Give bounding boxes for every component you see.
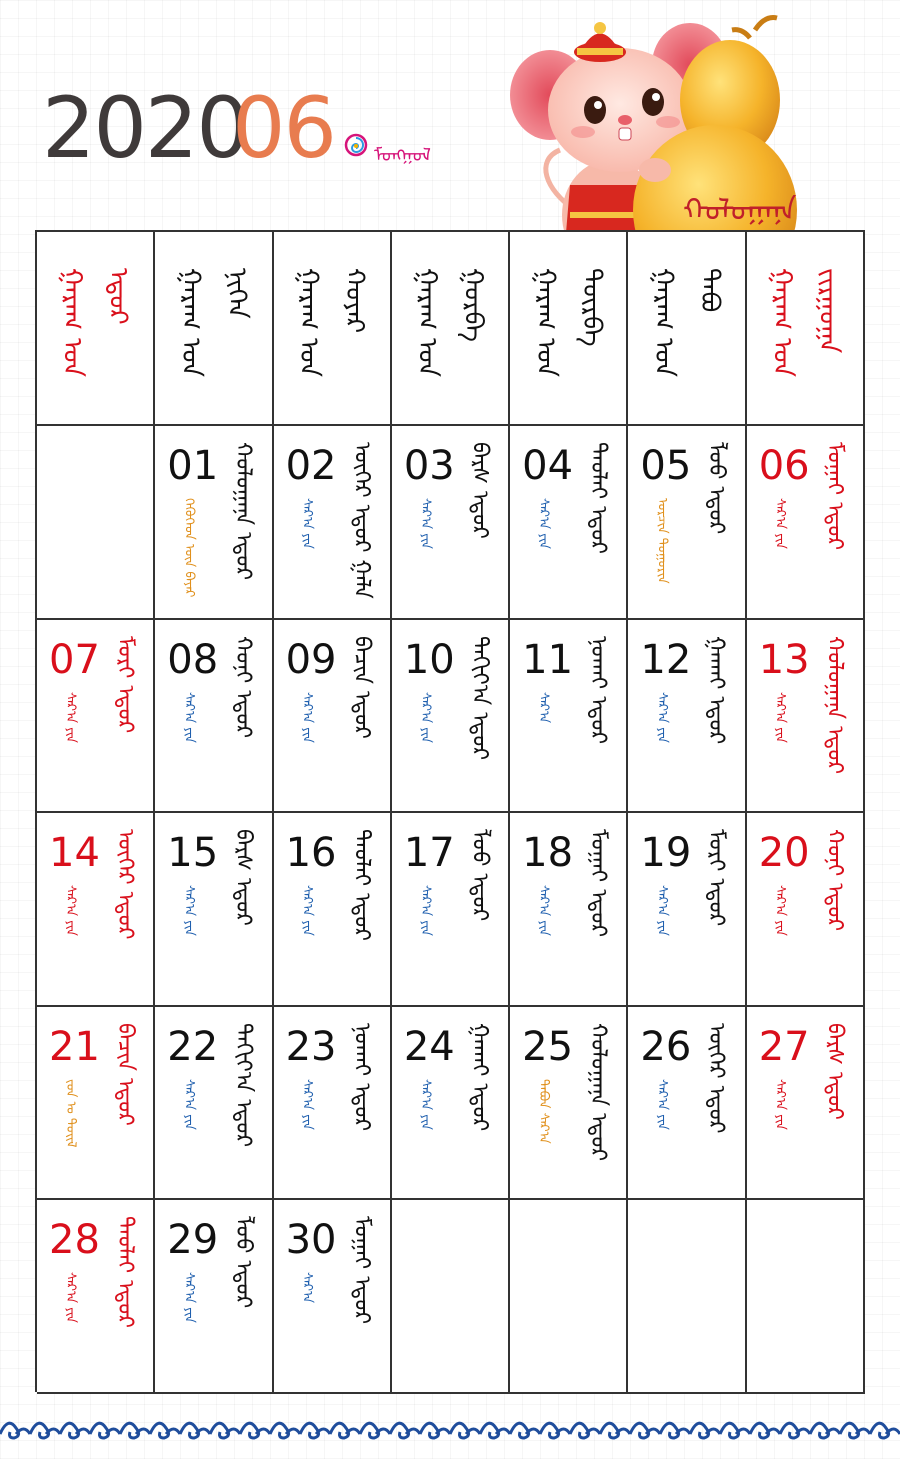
cloud-motif — [90, 1423, 120, 1438]
day-cell[interactable] — [747, 426, 865, 620]
day-script-main: ᠮᠣᠭᠠᠢ ᠡᠳᠦᠷ — [348, 1216, 374, 1325]
cloud-motif — [450, 1423, 480, 1438]
day-cell[interactable] — [274, 426, 392, 620]
day-script-main: ᠪᠡᠴᠢᠨ ᠡᠳᠦᠷ — [112, 1022, 138, 1126]
day-cell[interactable] — [628, 620, 746, 814]
day-cell[interactable] — [274, 1007, 392, 1201]
day-script-main: ᠲᠠᠤᠯᠠᠢ ᠡᠳᠦᠷ — [585, 442, 611, 555]
day-script-main: ᠮᠣᠭᠠᠢ ᠡᠳᠦᠷ — [585, 829, 611, 938]
day-script-main: ᠬᠣᠨᠢ ᠡᠳᠦᠷ — [230, 635, 256, 738]
day-script-note: ᠰᠠᠷ᠎ᠠ — [536, 691, 552, 723]
day-number: 27 — [758, 1023, 810, 1070]
weekday-header — [628, 232, 746, 426]
day-cell[interactable] — [155, 1007, 273, 1201]
cloud-motif — [600, 1423, 630, 1438]
cloud-motif — [210, 1423, 240, 1438]
day-cell[interactable] — [37, 1200, 155, 1394]
day-number: 22 — [167, 1023, 219, 1070]
day-script-main: ᠮᠣᠭᠠᠢ ᠡᠳᠦᠷ — [821, 442, 847, 551]
weekday-label: ᠭᠠᠷᠠᠭ ᠤᠨ ᠲᠠᠪᠤ — [648, 268, 725, 377]
day-script-main: ᠯᠤᠤ ᠡᠳᠦᠷ — [703, 442, 729, 535]
day-cell[interactable] — [274, 620, 392, 814]
day-script-note: ᠰᠠᠷ᠎ᠠ ᠶᠢᠨ — [181, 1078, 197, 1130]
day-cell[interactable] — [392, 813, 510, 1007]
day-cell[interactable] — [37, 1007, 155, 1201]
day-cell[interactable] — [747, 620, 865, 814]
day-number: 01 — [167, 443, 219, 489]
weekday-label: ᠭᠠᠷᠠᠭ ᠤᠨ ᠭᠤᠷᠪᠠ — [411, 268, 488, 377]
day-cell — [392, 1200, 510, 1394]
day-script-main: ᠪᠡᠴᠢᠨ ᠡᠳᠦᠷ — [348, 635, 374, 739]
weekday-header — [155, 232, 273, 426]
cloud-motif — [420, 1423, 450, 1438]
day-cell[interactable] — [37, 813, 155, 1007]
day-cell — [37, 426, 155, 620]
day-cell[interactable] — [510, 813, 628, 1007]
day-cell — [747, 1200, 865, 1394]
day-script-note: ᠰᠠᠷ᠎ᠠ ᠶᠢᠨ — [417, 498, 433, 549]
cloud-motif — [300, 1423, 330, 1438]
day-number: 13 — [758, 636, 810, 683]
day-number: 28 — [49, 1217, 100, 1264]
day-number: 09 — [285, 636, 337, 683]
weekday-header — [747, 232, 865, 426]
cloud-motif — [750, 1423, 780, 1438]
cloud-motif — [840, 1423, 870, 1438]
day-script-note: ᠰᠠᠷ᠎ᠠ ᠶᠢᠨ — [181, 1272, 197, 1324]
day-number: 07 — [49, 636, 100, 683]
day-script-note: ᠰᠠᠷ᠎ᠠ ᠶᠢᠨ — [299, 498, 315, 549]
day-script-main: ᠲᠠᠬᠢᠶ᠎ᠠ ᠡᠳᠦᠷ — [230, 1022, 256, 1147]
day-script-note: ᠰᠠᠷ᠎ᠠ ᠶᠢᠨ — [299, 1078, 315, 1130]
day-script-main: ᠭᠠᠬᠠᠢ ᠡᠳᠦᠷ — [703, 635, 729, 744]
day-script-main: ᠲᠠᠤᠯᠠᠢ ᠡᠳᠦᠷ — [348, 829, 374, 942]
calendar-month: 06 — [232, 79, 335, 177]
day-cell[interactable] — [510, 1007, 628, 1201]
calendar-grid — [35, 230, 865, 1392]
day-cell — [628, 1200, 746, 1394]
day-script-note: ᠵᠤᠨ ᠤ ᠲᠤᠢᠯ — [63, 1078, 78, 1148]
day-cell[interactable] — [155, 426, 273, 620]
day-script-note: ᠰᠠᠷ᠎ᠠ ᠶᠢᠨ — [772, 885, 788, 937]
day-number: 02 — [285, 443, 337, 489]
brand-script: ᠮᠣᠩᠭᠣᠯ — [374, 145, 431, 166]
cloud-motif — [540, 1423, 570, 1438]
cloud-motif — [510, 1423, 540, 1438]
weekday-header — [510, 232, 628, 426]
cloud-motif — [240, 1423, 270, 1438]
day-script-note: ᠲᠠᠪᠤᠨ ᠰᠠᠷ᠎ᠠ — [536, 1078, 552, 1144]
gourd-script: ᠬᠤᠯᠤᠭᠠᠨᠠ — [683, 193, 797, 228]
day-cell[interactable] — [155, 1200, 273, 1394]
day-script-main: ᠬᠤᠯᠤᠭᠠᠨᠠ ᠡᠳᠦᠷ — [230, 442, 256, 581]
day-script-note: ᠰᠠᠷ᠎ᠠ ᠶᠢᠨ — [63, 885, 78, 937]
day-cell[interactable] — [274, 1200, 392, 1394]
day-cell[interactable] — [392, 1007, 510, 1201]
day-script-note: ᠰᠠᠷ᠎ᠠ ᠶᠢᠨ — [654, 885, 670, 937]
day-number: 29 — [167, 1217, 219, 1264]
day-cell[interactable] — [628, 426, 746, 620]
cloud-motif — [390, 1423, 420, 1438]
day-script-main: ᠪᠠᠷᠰ ᠡᠳᠦᠷ — [230, 829, 256, 927]
cloud-motif — [810, 1423, 840, 1438]
day-script-main: ᠨᠣᠬᠠᠢ ᠡᠳᠦᠷ — [585, 635, 611, 744]
day-script-note: ᠰᠠᠷ᠎ᠠ ᠶᠢᠨ — [772, 498, 788, 549]
day-number: 05 — [640, 443, 692, 489]
day-cell[interactable] — [155, 620, 273, 814]
cloud-pattern-border — [0, 1412, 900, 1440]
day-number: 26 — [640, 1023, 692, 1070]
day-script-main: ᠲᠠᠤᠯᠠᠢ ᠡᠳᠦᠷ — [112, 1216, 138, 1329]
weekday-label: ᠭᠠᠷᠠᠭ ᠤᠨ ᠬᠣᠶᠠᠷ — [293, 268, 370, 377]
cloud-motif — [150, 1423, 180, 1438]
day-number: 10 — [403, 636, 455, 683]
day-cell[interactable] — [37, 620, 155, 814]
day-script-main: ᠪᠠᠷᠰ ᠡᠳᠦᠷ — [467, 442, 493, 539]
day-cell[interactable] — [747, 1007, 865, 1201]
swirl-logo-icon — [344, 133, 368, 157]
day-script-note: ᠰᠠᠷ᠎ᠠ — [299, 1272, 315, 1304]
day-cell[interactable] — [392, 620, 510, 814]
day-script-main: ᠦᠬᠡᠷ ᠡᠳᠦᠷ — [112, 829, 138, 940]
day-script-main: ᠨᠣᠬᠠᠢ ᠡᠳᠦᠷ — [348, 1022, 374, 1131]
day-script-note: ᠰᠠᠷ᠎ᠠ ᠶᠢᠨ — [299, 691, 315, 743]
day-script-note: ᠰᠠᠷ᠎ᠠ ᠶᠢᠨ — [417, 691, 433, 743]
day-cell[interactable] — [155, 813, 273, 1007]
day-number: 25 — [522, 1023, 574, 1070]
day-cell[interactable] — [274, 813, 392, 1007]
day-script-main: ᠪᠠᠷᠰ ᠡᠳᠦᠷ — [821, 1022, 847, 1120]
day-number: 17 — [403, 830, 455, 877]
day-cell — [510, 1200, 628, 1394]
day-cell[interactable] — [510, 426, 628, 620]
weekday-label: ᠭᠠᠷᠠᠭ ᠤᠨ ᠡᠳᠦᠷ — [57, 268, 134, 377]
cloud-motif — [870, 1423, 900, 1438]
day-script-note: ᠬᠡᠭᠦᠬᠡᠳ ᠦᠨ ᠪᠠᠶᠠᠷ — [181, 498, 197, 598]
day-script-note: ᠰᠠᠷ᠎ᠠ ᠶᠢᠨ — [654, 1078, 670, 1130]
cloud-motif — [630, 1423, 660, 1438]
cloud-motif — [690, 1423, 720, 1438]
day-script-note: ᠰᠠᠷ᠎ᠠ ᠶᠢᠨ — [299, 885, 315, 937]
day-script-note: ᠰᠠᠷ᠎ᠠ ᠶᠢᠨ — [181, 691, 197, 743]
weekday-header — [274, 232, 392, 426]
day-number: 11 — [522, 636, 574, 683]
day-number: 30 — [285, 1217, 337, 1264]
cloud-motif — [480, 1423, 510, 1438]
day-script-main: ᠯᠤᠤ ᠡᠳᠦᠷ — [230, 1216, 256, 1309]
day-number: 04 — [522, 443, 574, 489]
cloud-motif — [30, 1423, 60, 1438]
day-cell[interactable] — [392, 426, 510, 620]
cloud-motif — [120, 1423, 150, 1438]
calendar-year: 2020 — [42, 79, 248, 177]
day-number: 23 — [285, 1023, 337, 1070]
day-script-main: ᠬᠣᠨᠢ ᠡᠳᠦᠷ — [821, 829, 847, 932]
day-script-note: ᠰᠠᠷ᠎ᠠ ᠶᠢᠨ — [417, 885, 433, 937]
day-cell[interactable] — [510, 620, 628, 814]
day-script-main: ᠯᠤᠤ ᠡᠳᠦᠷ — [467, 829, 493, 922]
day-script-note: ᠰᠠᠷ᠎ᠠ ᠶᠢᠨ — [417, 1078, 433, 1130]
day-cell[interactable] — [628, 1007, 746, 1201]
cloud-motif — [180, 1423, 210, 1438]
day-script-main: ᠲᠠᠬᠢᠶ᠎ᠠ ᠡᠳᠦᠷ — [467, 635, 493, 760]
cloud-motif — [570, 1423, 600, 1438]
day-number: 14 — [49, 830, 100, 877]
day-script-main: ᠦᠬᠡᠷ ᠡᠳᠦᠷ — [703, 1022, 729, 1134]
day-number: 21 — [49, 1023, 100, 1070]
day-number: 12 — [640, 636, 692, 683]
day-script-main: ᠬᠤᠯᠤᠭᠠᠨᠠ ᠡᠳᠦᠷ — [821, 635, 847, 774]
weekday-header — [392, 232, 510, 426]
day-number: 20 — [758, 830, 810, 877]
day-number: 03 — [403, 443, 455, 489]
day-script-note: ᠰᠠᠷ᠎ᠠ ᠶᠢᠨ — [63, 691, 78, 743]
day-number: 19 — [640, 830, 692, 877]
day-script-note: ᠣᠷᠴᠢᠨ ᠲᠣᠭᠣᠷᠢᠨ — [654, 498, 670, 584]
cloud-motif — [720, 1423, 750, 1438]
day-number: 18 — [522, 830, 574, 877]
day-cell[interactable] — [747, 813, 865, 1007]
cloud-motif — [270, 1423, 300, 1438]
day-script-main: ᠭᠠᠬᠠᠢ ᠡᠳᠦᠷ — [467, 1022, 493, 1132]
day-cell[interactable] — [628, 813, 746, 1007]
weekday-label: ᠭᠠᠷᠠᠭ ᠤᠨ ᠳᠥᠷᠪᠡ — [530, 268, 607, 377]
day-script-note: ᠰᠠᠷ᠎ᠠ ᠶᠢᠨ — [181, 885, 197, 937]
day-script-note: ᠰᠠᠷ᠎ᠠ ᠶᠢᠨ — [772, 1078, 788, 1130]
day-script-main: ᠮᠣᠷᠢ ᠡᠳᠦᠷ — [112, 635, 138, 733]
day-number: 08 — [167, 636, 219, 683]
day-number: 06 — [758, 443, 810, 489]
day-script-main: ᠬᠤᠯᠤᠭᠠᠨᠠ ᠡᠳᠦᠷ — [585, 1022, 611, 1161]
weekday-header — [37, 232, 155, 426]
cloud-motif — [330, 1423, 360, 1438]
cloud-motif — [780, 1423, 810, 1438]
weekday-label: ᠭᠠᠷᠠᠭ ᠤᠨ ᠨᠢᠭᠡᠨ — [175, 268, 252, 377]
day-script-note: ᠰᠠᠷ᠎ᠠ ᠶᠢᠨ — [63, 1272, 78, 1324]
day-number: 16 — [285, 830, 337, 877]
day-script-note: ᠰᠠᠷ᠎ᠠ ᠶᠢᠨ — [772, 691, 788, 743]
day-number: 15 — [167, 830, 219, 877]
day-script-main: ᠮᠣᠷᠢ ᠡᠳᠦᠷ — [703, 829, 729, 927]
day-script-note: ᠰᠠᠷ᠎ᠠ ᠶᠢᠨ — [536, 885, 552, 937]
day-number: 24 — [403, 1023, 455, 1070]
weekday-label: ᠭᠠᠷᠠᠭ ᠤᠨ ᠵᠢᠷᠭᠤᠭᠠ — [766, 268, 843, 377]
day-script-note: ᠰᠠᠷ᠎ᠠ ᠶᠢᠨ — [654, 691, 670, 743]
day-script-note: ᠰᠠᠷ᠎ᠠ ᠶᠢᠨ — [536, 498, 552, 549]
cloud-motif — [360, 1423, 390, 1438]
day-script-main: ᠦᠬᠡᠷ ᠡᠳᠦᠷ ᠭᠠᠯᠠ — [348, 442, 374, 599]
cloud-motif — [60, 1423, 90, 1438]
cloud-motif — [660, 1423, 690, 1438]
cloud-motif — [0, 1423, 30, 1438]
